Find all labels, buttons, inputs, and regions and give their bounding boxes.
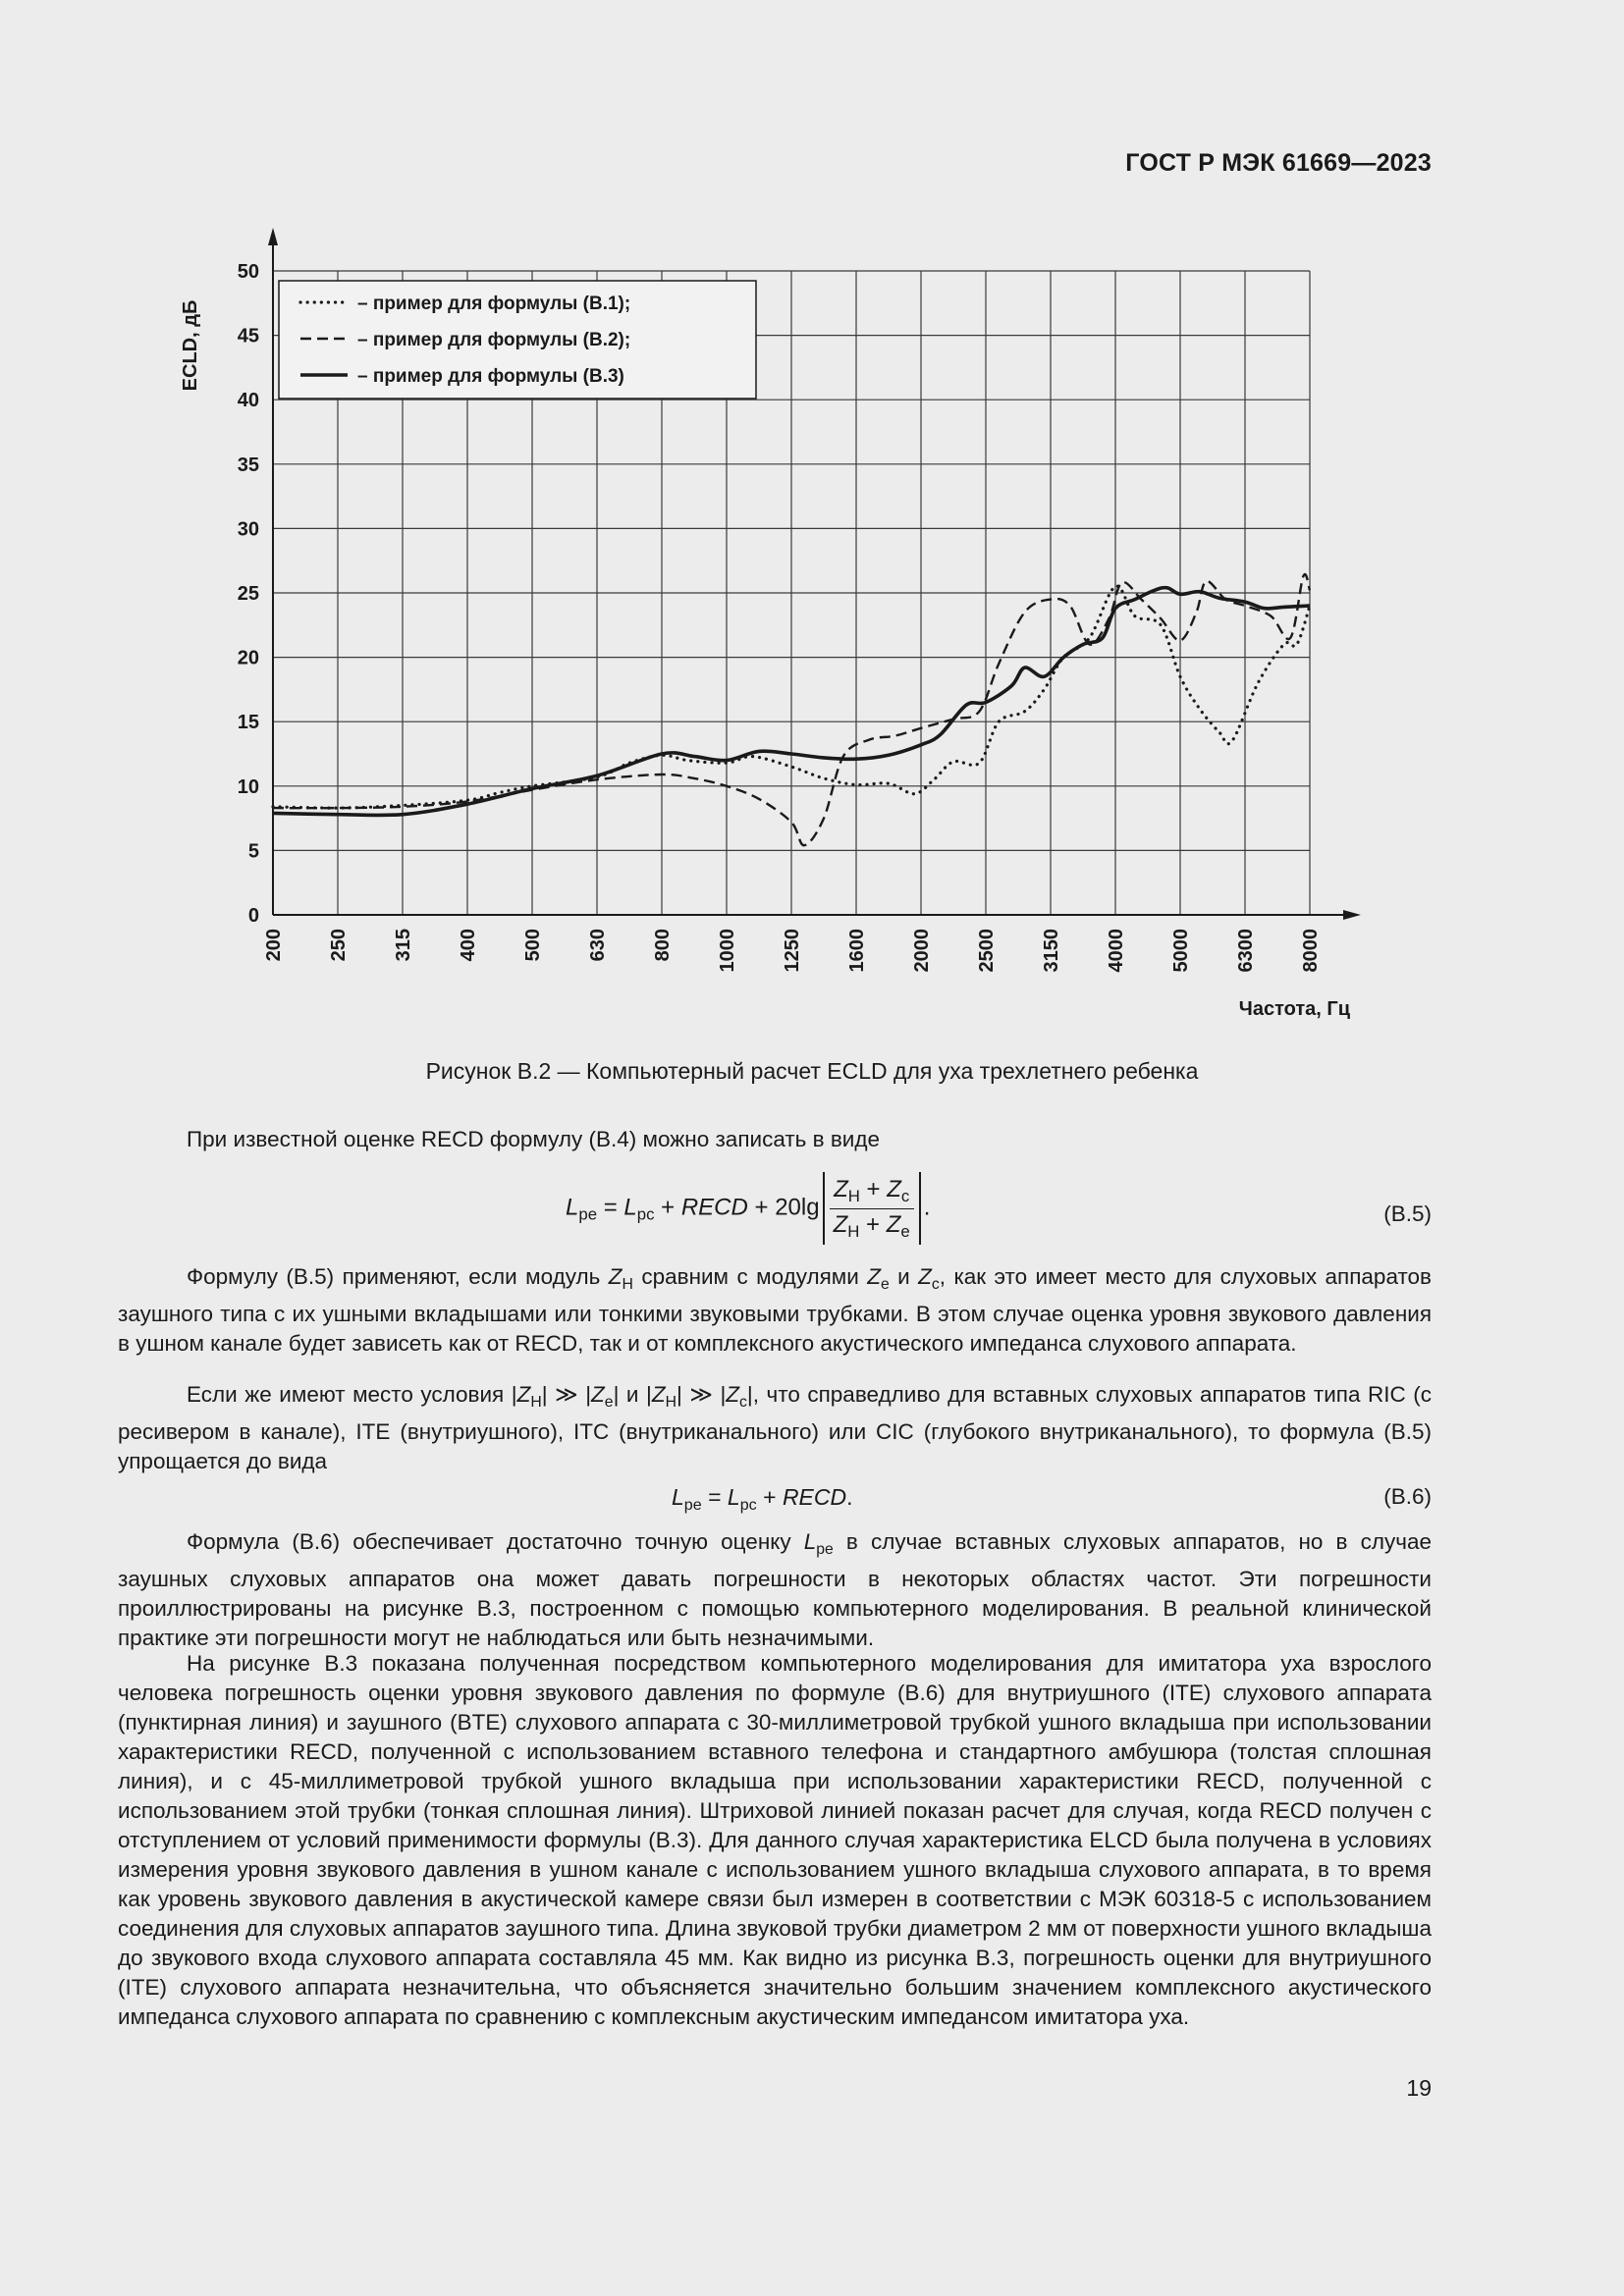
page-number: 19 <box>1406 2075 1432 2101</box>
x-tick-label: 630 <box>587 929 609 962</box>
x-axis-arrow <box>1343 910 1361 920</box>
x-tick-label: 5000 <box>1170 929 1192 973</box>
y-tick-label: 0 <box>247 905 259 927</box>
y-tick-label: 25 <box>237 583 259 605</box>
y-tick-label: 30 <box>237 518 259 541</box>
equation-b5-body: $L_{pe} = L_{pc}$ + RECD + 20lg $\frac{Z_H + Z_c}{Z_H + Z_e}$ . <box>566 1172 930 1245</box>
paragraph-2: Формулу (В.5) применяют, если модуль $Z_H$ сравним с модулями $Z_e$ и $Z_c$, как это имеет место для слуховых аппаратов заушного типа с их ушными вкладышами или тонкими звуковыми трубками. В этом случае оценка уровня звукового давления в ушном канале будет зависеть как от RECD, так и от комплексного акустического импеданса слухового аппарата. <box>118 1264 1432 1356</box>
paragraph-3: Если же имеют место условия $|Z_H|$ ≫ $|Z_e|$ и $|Z_H|$ ≫ $|Z_c|$, что справедливо для вставных слуховых аппаратов типа RIC (с ресивером в канале), ITE (внутриушного), ITC (внутриканального) или CIC (глубокого внутриканального), то формула (В.5) упрощается до вида <box>118 1382 1433 1473</box>
x-tick-label: 1000 <box>717 929 738 973</box>
x-tick-label: 315 <box>393 929 414 962</box>
x-tick-label: 400 <box>458 929 479 962</box>
equation-b6-number: (В.6) <box>1383 1484 1432 1509</box>
paragraph-1: При известной оценке RECD формулу (В.4) можно записать в виде <box>187 1127 880 1151</box>
equation-b6-body: $L_{pe} = L_{pc}$ + RECD. <box>672 1484 853 1514</box>
y-axis-label: ECLD, дБ <box>180 299 201 392</box>
equation-b5-number: (В.5) <box>1383 1201 1432 1226</box>
x-tick-label: 6300 <box>1235 929 1257 973</box>
chart-legend <box>279 281 756 399</box>
legend-label: – пример для формулы (В.2); <box>357 330 631 350</box>
ecld-chart <box>167 218 1404 1042</box>
legend-label: – пример для формулы (В.3) <box>357 366 624 387</box>
x-tick-labels <box>263 929 1322 973</box>
x-tick-label: 2000 <box>911 929 933 973</box>
equation-b6 <box>118 1484 1432 1518</box>
equation-b5 <box>118 1172 1432 1251</box>
paragraph-4: Формула (В.6) обеспечивает достаточно точную оценку $L_{pe}$ в случае вставных слуховых аппаратов, но в случае заушных слуховых аппаратов она может давать погрешности в некоторых областях частот. Эти погрешности проиллюстрированы на рисунке В.3, построенном с помощью компьютерного моделирования. В реальной клинической практике эти погрешности могут не наблюдаться или быть незначимыми. <box>118 1529 1432 1650</box>
y-tick-label: 40 <box>237 390 259 412</box>
x-tick-label: 4000 <box>1106 929 1127 973</box>
y-tick-label: 35 <box>237 454 259 476</box>
x-tick-label: 1250 <box>782 929 803 973</box>
y-tick-label: 10 <box>237 775 259 798</box>
y-tick-label: 50 <box>237 261 259 283</box>
y-tick-label: 5 <box>247 840 259 863</box>
x-tick-label: 1600 <box>846 929 868 973</box>
y-tick-label: 45 <box>237 325 259 347</box>
x-tick-label: 800 <box>652 929 674 962</box>
paragraph-5: На рисунке В.3 показана полученная посредством компьютерного моделирования для имитатора уха взрослого человека погрешность оценки уровня звукового давления по формуле (В.6) для внутриушного (ITE) слухового аппарата (пунктирная линия) и заушного (BTE) слухового аппарата с 30-миллиметровой трубкой ушного вкладыша при использовании характеристики RECD, полученной с использованием вставного телефона и стандартного амбушюра (толстая сплошная линия), и с 45-миллиметровой трубкой ушного вкладыша при использовании характеристики RECD, полученной с использованием этой трубки (тонкая сплошная линия). Штриховой линией показан расчет для случая, когда RECD получен с отступлением от условий применимости формулы (В.3). Для данного случая характеристика ELCD была получена в условиях измерения уровня звукового давления в ушном канале с использованием ушного вкладыша слухового аппарата, в то время как уровень звукового давления в акустической камере связи был измерен в соответствии с МЭК 60318-5 с использованием соединения для слуховых аппаратов заушного типа. Длина звуковой трубки диаметром 2 мм от поверхности ушного вкладыша до звукового входа слухового аппарата составляла 45 мм. Как видно из рисунка В.3, погрешность оценки для внутриушного (ITE) слухового аппарата незначительна, что объясняется значительно большим значением комплексного акустического импеданса слухового аппарата по сравнению с комплексным акустическим импедансом имитатора уха. <box>118 1651 1432 2029</box>
x-tick-label: 2500 <box>976 929 998 973</box>
legend-label: – пример для формулы (В.1); <box>357 294 631 314</box>
y-tick-labels <box>238 261 259 927</box>
x-tick-label: 3150 <box>1041 929 1062 973</box>
x-tick-label: 500 <box>522 929 544 962</box>
x-tick-label: 200 <box>263 929 285 962</box>
y-tick-label: 15 <box>237 712 259 734</box>
x-axis-label: Частота, Гц <box>1238 998 1350 1020</box>
document-header: ГОСТ Р МЭК 61669—2023 <box>1125 149 1432 177</box>
figure-caption: Рисунок В.2 — Компьютерный расчет ECLD для уха трехлетнего ребенка <box>425 1058 1199 1084</box>
x-tick-label: 8000 <box>1300 929 1322 973</box>
y-tick-label: 20 <box>237 647 259 669</box>
x-tick-label: 250 <box>328 929 350 962</box>
y-axis-arrow <box>268 228 278 245</box>
